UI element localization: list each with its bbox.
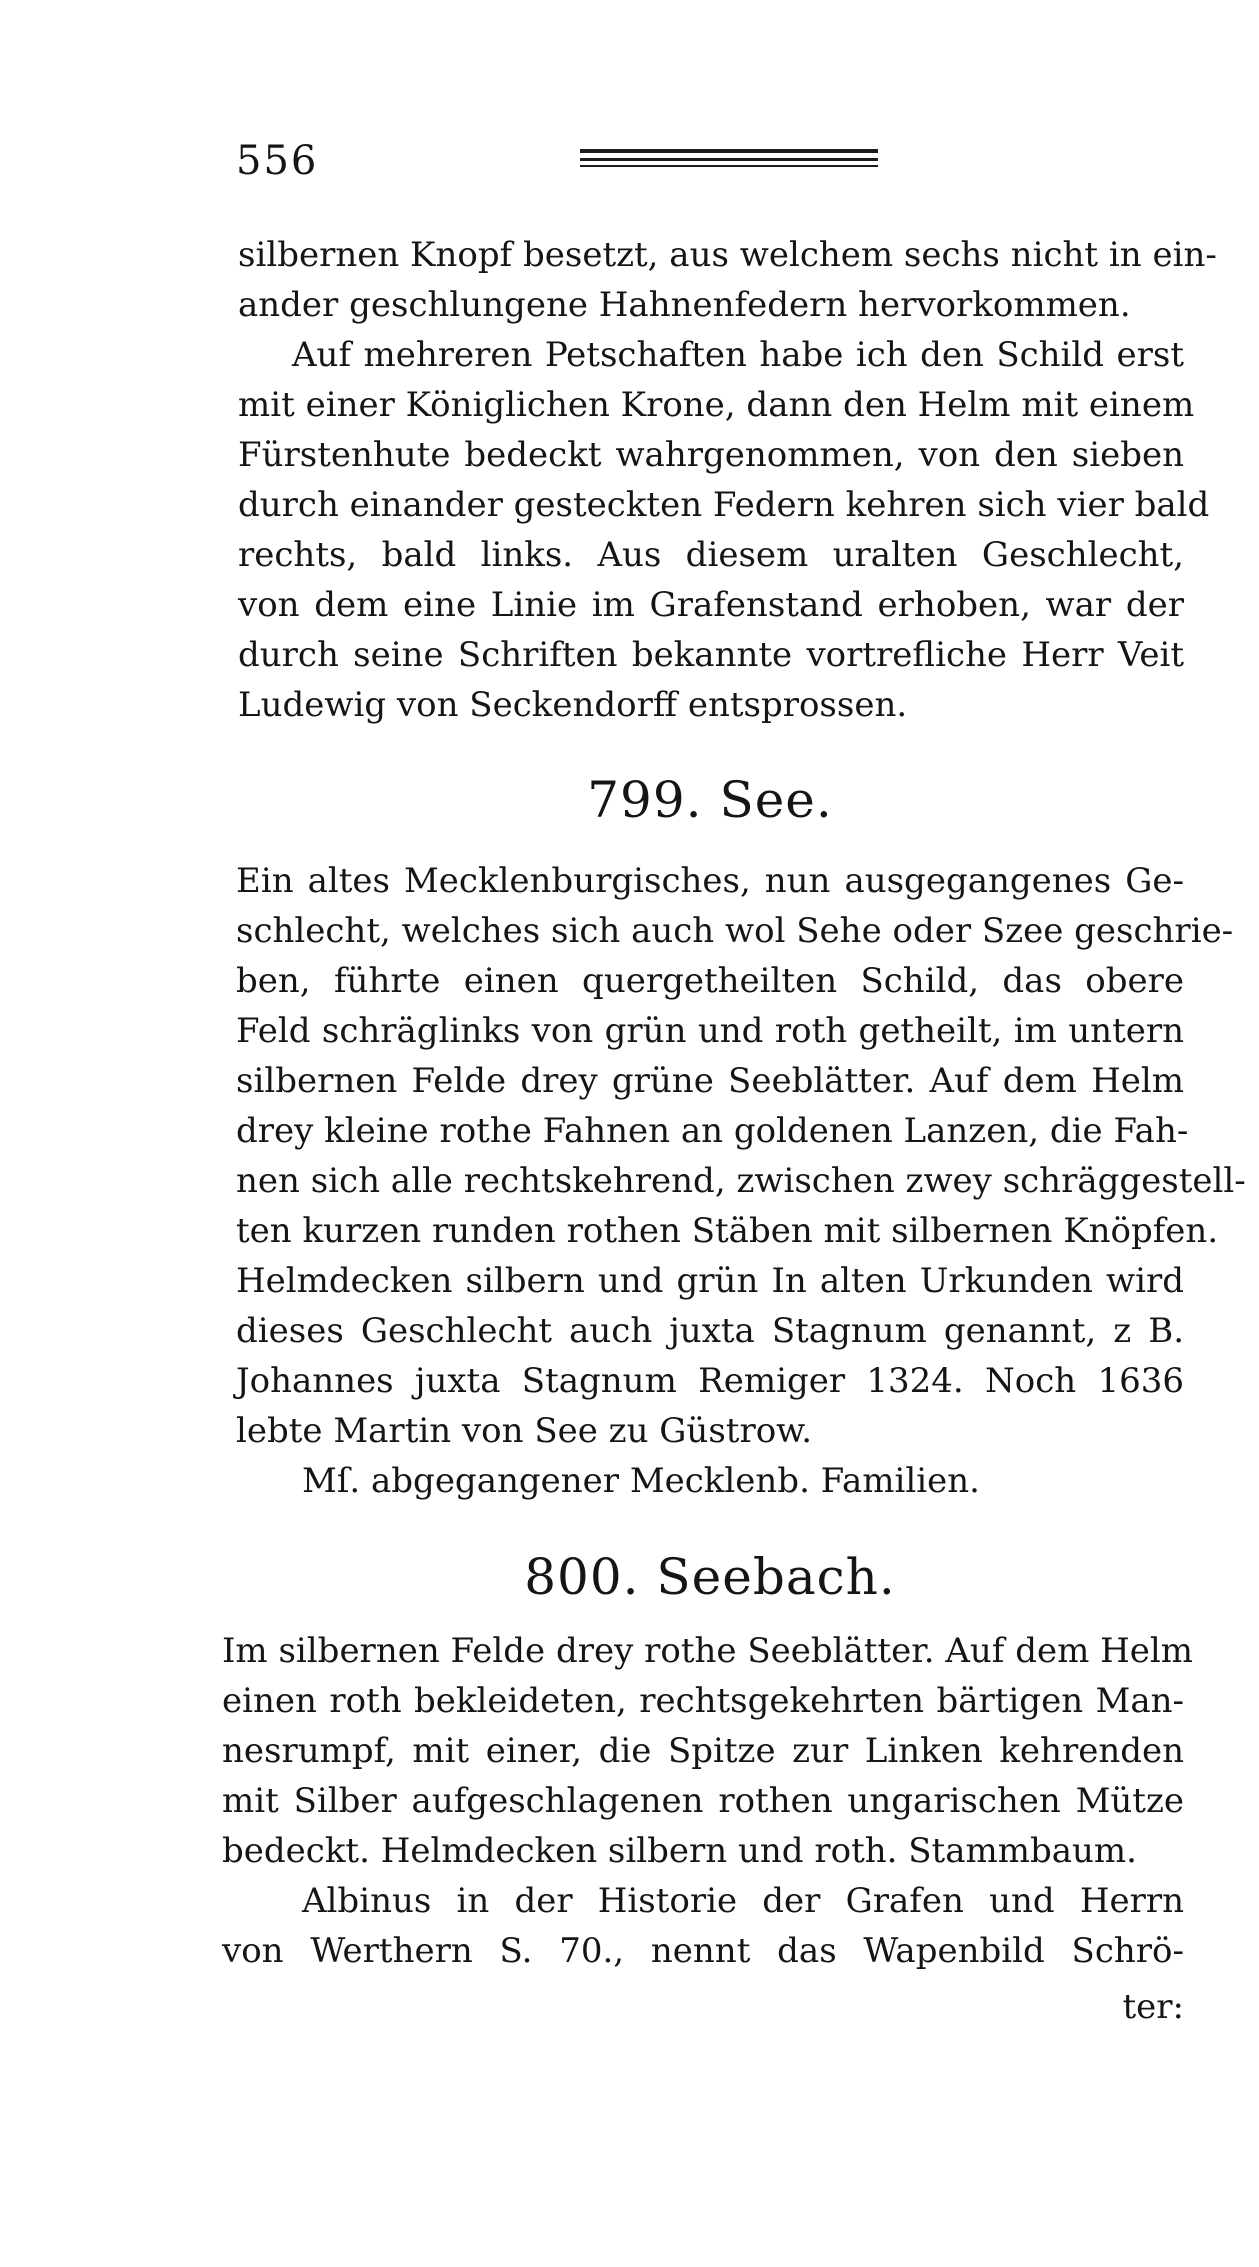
text-line: Fürstenhute bedeckt wahrgenommen, von den sieben: [238, 435, 1184, 475]
text-line: von Werthern S. 70., nennt das Wapenbild Schrö-: [222, 1931, 1184, 1971]
text-line: mit Silber aufgeschlagenen rothen ungarischen Mütze: [222, 1781, 1184, 1821]
section-heading: 800. Seebach.: [524, 1548, 896, 1606]
text-line: mit einer Königlichen Krone, dann den Helm mit einem: [238, 385, 1195, 425]
text-line: ander geschlungene Hahnenfedern hervorkommen.: [238, 285, 1131, 325]
text-line: Johannes juxta Stagnum Remiger 1324. Noch 1636: [236, 1361, 1184, 1401]
page-number: 556: [236, 138, 319, 184]
text-line: einen roth bekleideten, rechtsgekehrten bärtigen Man-: [222, 1681, 1184, 1721]
text-line: schlecht, welches sich auch wol Sehe oder Szee geschrie-: [236, 911, 1234, 951]
text-line: Albinus in der Historie der Grafen und Herrn: [302, 1881, 1184, 1921]
text-line: bedeckt. Helmdecken silbern und roth. Stammbaum.: [222, 1831, 1137, 1871]
section-heading: 799. See.: [587, 771, 833, 829]
text-line: silbernen Felde drey grüne Seeblätter. Auf dem Helm: [236, 1061, 1184, 1101]
header-rule: [580, 149, 878, 167]
text-line: ten kurzen runden rothen Stäben mit silbernen Knöpfen.: [236, 1211, 1219, 1251]
text-line: drey kleine rothe Fahnen an goldenen Lanzen, die Fah-: [236, 1111, 1189, 1151]
text-line: durch einander gesteckten Federn kehren sich vier bald: [238, 485, 1210, 525]
source-note: Mſ. abgegangener Mecklenb. Familien.: [302, 1461, 980, 1501]
text-line: Feld schräglinks von grün und roth getheilt, im untern: [236, 1011, 1184, 1051]
text-line: Auf mehreren Petschaften habe ich den Schild erst: [292, 335, 1184, 375]
text-line: Helmdecken silbern und grün In alten Urkunden wird: [236, 1261, 1184, 1301]
text-line: Ein altes Mecklenburgisches, nun ausgegangenes Ge-: [236, 861, 1184, 901]
text-line: durch seine Schriften bekannte vortrefliche Herr Veit: [238, 635, 1184, 675]
text-line: ben, führte einen quergetheilten Schild, das obere: [236, 961, 1184, 1001]
text-line: silbernen Knopf besetzt, aus welchem sechs nicht in ein-: [238, 235, 1217, 275]
text-line: dieses Geschlecht auch juxta Stagnum genannt, z B.: [236, 1311, 1184, 1351]
text-line: nesrumpf, mit einer, die Spitze zur Linken kehrenden: [222, 1731, 1184, 1771]
text-line: rechts, bald links. Aus diesem uralten Geschlecht,: [238, 535, 1184, 575]
text-line: Im silbernen Felde drey rothe Seeblätter. Auf dem Helm: [222, 1631, 1194, 1671]
text-line: von dem eine Linie im Grafenstand erhoben, war der: [238, 585, 1184, 625]
text-line: Ludewig von Seckendorff entsprossen.: [238, 685, 908, 725]
catchword: ter:: [1122, 1987, 1184, 2027]
text-line: nen sich alle rechtskehrend, zwischen zwey schräggestell-: [236, 1161, 1246, 1201]
text-line: lebte Martin von See zu Güstrow.: [236, 1411, 813, 1451]
